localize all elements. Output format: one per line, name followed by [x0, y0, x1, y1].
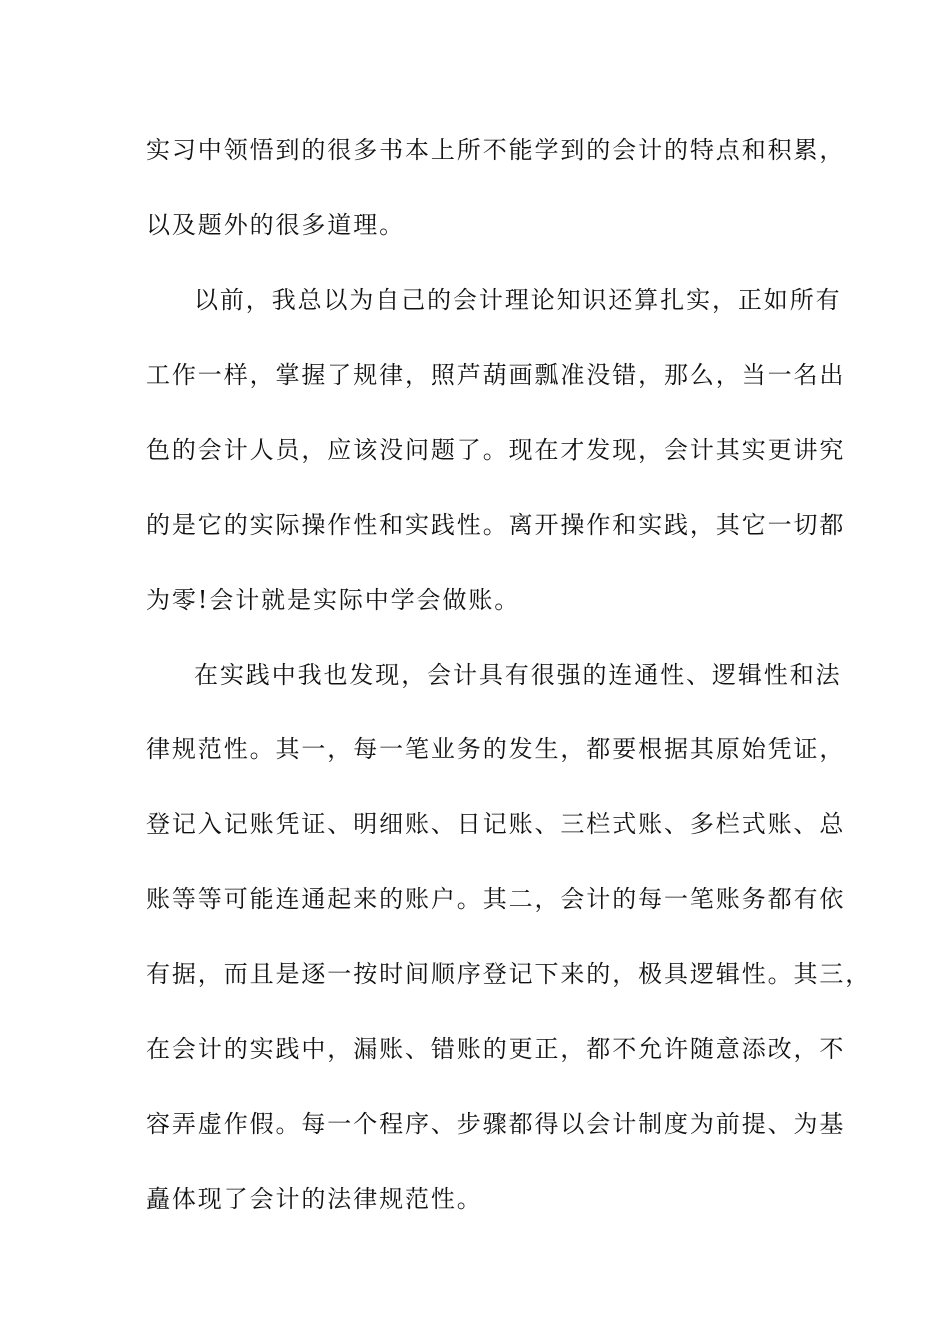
text-line: 账等等可能连通起来的账户。其二，会计的每一笔账务都有依 [146, 885, 846, 913]
paragraph-first-line: 以前，我总以为自己的会计理论知识还算扎实，正如所有 [194, 286, 842, 314]
text-line: 为零!会计就是实际中学会做账。 [146, 586, 521, 614]
text-line: 登记入记账凭证、明细账、日记账、三栏式账、多栏式账、总 [146, 810, 846, 838]
text-line: 色的会计人员，应该没问题了。现在才发现，会计其实更讲究 [146, 436, 846, 464]
paragraph-first-line: 在实践中我也发现，会计具有很强的连通性、逻辑性和法 [194, 661, 842, 689]
text-line: 矗体现了会计的法律规范性。 [146, 1185, 483, 1213]
text-line: 容弄虚作假。每一个程序、步骤都得以会计制度为前提、为基 [146, 1110, 846, 1138]
text-line: 有据，而且是逐一按时间顺序登记下来的，极具逻辑性。其三， [146, 960, 872, 988]
text-line: 的是它的实际操作性和实践性。离开操作和实践，其它一切都 [146, 511, 846, 539]
text-line: 在会计的实践中，漏账、错账的更正，都不允许随意添改，不 [146, 1035, 846, 1063]
text-line: 工作一样，掌握了规律，照芦葫画瓢准没错，那么，当一名出 [146, 361, 846, 389]
text-line: 律规范性。其一，每一笔业务的发生，都要根据其原始凭证， [146, 735, 846, 763]
text-line: 实习中领悟到的很多书本上所不能学到的会计的特点和积累， [146, 136, 846, 164]
text-line: 以及题外的很多道理。 [146, 211, 405, 239]
